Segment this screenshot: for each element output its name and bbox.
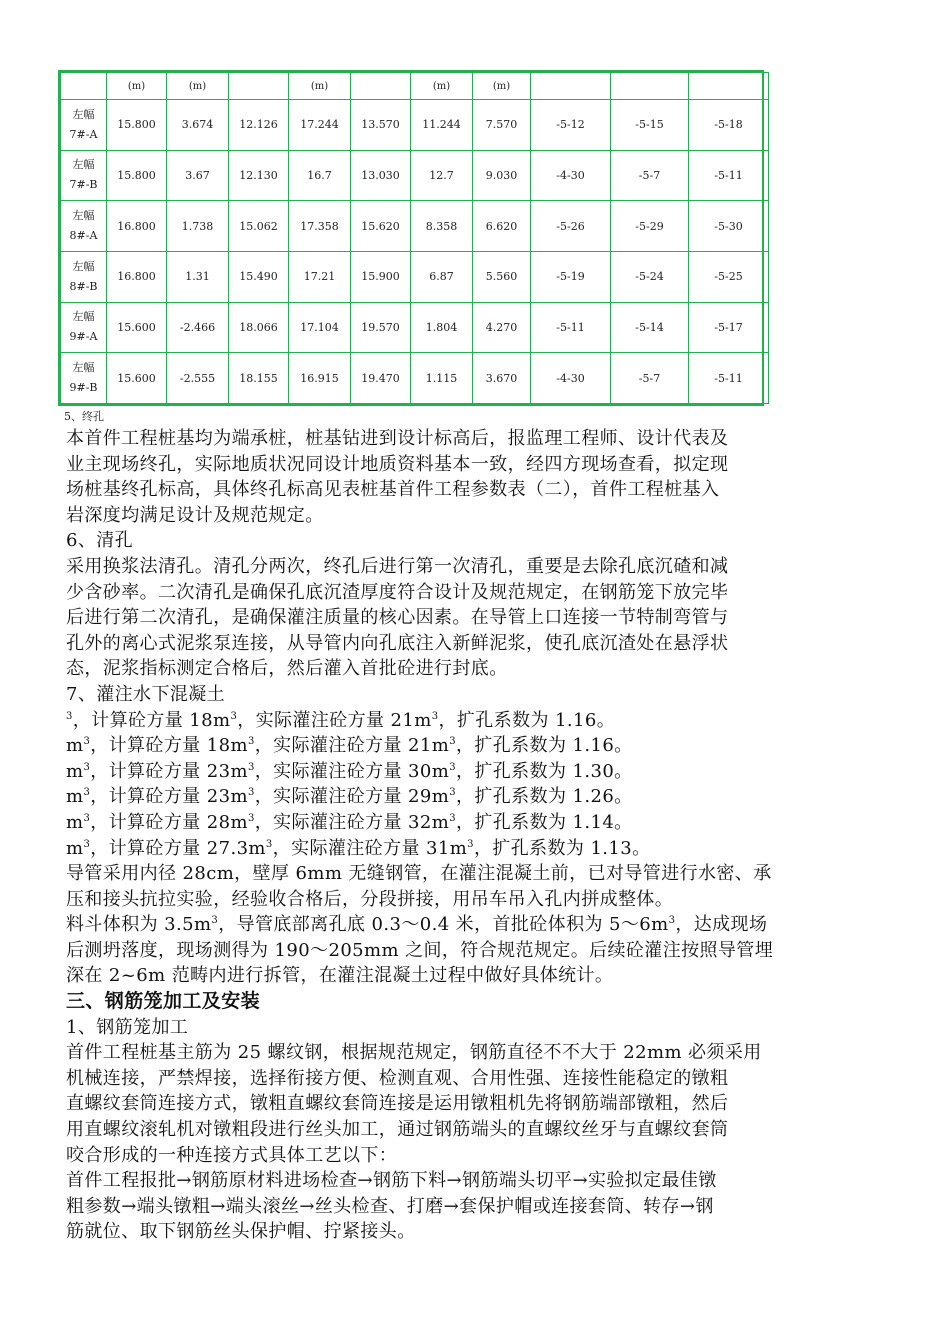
paragraph-line: 业主现场终孔，实际地质状况同设计地质资料基本一致，经四方现场查看，拟定现 <box>66 453 729 475</box>
unit: m <box>66 837 84 859</box>
table-cell: -5-7 <box>611 353 689 404</box>
superscript: 3 <box>449 787 456 799</box>
table-row <box>61 251 769 302</box>
pile-label <box>61 150 107 201</box>
paragraph-line <box>66 912 896 938</box>
table-cell: 3.674 <box>167 100 229 151</box>
table-cell: 4.270 <box>473 302 531 353</box>
concrete-ratio: ，扩孔系数为 1.30。 <box>455 760 633 782</box>
paragraph-line: 场桩基终孔标高，具体终孔标高见表桩基首件工程参数表（二），首件工程桩基入 <box>66 479 720 501</box>
paragraph-line: 用直螺纹滚轧机对镦粗段进行丝头加工，通过钢筋端头的直螺纹丝牙与直螺纹套筒 <box>66 1119 729 1141</box>
paragraph-line: 后进行第二次清孔，是确保灌注质量的核心因素。在导管上口连接一节特制弯管与 <box>66 607 729 629</box>
table-cell: -5-11 <box>531 302 611 353</box>
header-cell <box>229 73 289 100</box>
text-span: ，导管底部离孔底 0.3～0.4 米，首批砼体积为 5～6m <box>218 914 669 936</box>
table-row <box>61 100 769 151</box>
header-cell: (m) <box>107 73 167 100</box>
concrete-actual: ，实际灌注砼方量 30m <box>254 760 450 782</box>
paragraph-line: 岩深度均满足设计及规范规定。 <box>66 504 324 526</box>
header-cell <box>531 73 611 100</box>
concrete-actual: ，实际灌注砼方量 31m <box>272 837 468 859</box>
table-cell: 15.800 <box>107 150 167 201</box>
unit: m <box>66 760 84 782</box>
table-cell: 15.800 <box>107 100 167 151</box>
table-cell: -4-30 <box>531 150 611 201</box>
subheading-hole-cleaning: 6、清孔 <box>66 530 134 552</box>
concrete-line <box>66 759 896 785</box>
table-cell: 11.244 <box>411 100 473 151</box>
header-cell <box>61 73 107 100</box>
header-cell: (m) <box>473 73 531 100</box>
table-cell: 16.915 <box>289 353 351 404</box>
paragraph-line: 筋就位、取下钢筋丝头保护帽、拧紧接头。 <box>66 1221 416 1243</box>
table-cell: -5-25 <box>689 251 769 302</box>
pile-label <box>61 100 107 151</box>
superscript: 3 <box>83 736 91 748</box>
section-heading-rebar-cage: 三、钢筋笼加工及安装 <box>66 990 261 1013</box>
paragraph-line: 粗参数→端头镦粗→端头滚丝→丝头检查、打磨→套保护帽或连接套筒、转存→钢 <box>66 1195 714 1217</box>
table-cell: 12.126 <box>229 100 289 151</box>
concrete-ratio: ，扩孔系数为 1.16。 <box>455 735 633 757</box>
pile-label <box>61 353 107 404</box>
concrete-calc: ，计算砼方量 23m <box>90 760 248 782</box>
superscript: 3 <box>66 710 73 722</box>
paragraph-line: 咬合形成的一种连接方式具体工艺以下： <box>66 1144 398 1166</box>
table-cell: -5-30 <box>689 201 769 252</box>
superscript: 3 <box>83 838 91 850</box>
superscript: 3 <box>83 761 91 773</box>
subheading-rebar-cage-processing: 1、钢筋笼加工 <box>66 1016 189 1038</box>
superscript: 3 <box>247 761 255 773</box>
table-cell: -4-30 <box>531 353 611 404</box>
subheading-underwater-concrete: 7、灌注水下混凝土 <box>66 683 226 705</box>
pile-side: 左幅 <box>72 158 95 172</box>
concrete-calc: ，计算砼方量 18m <box>72 709 231 731</box>
table-cell: 9.030 <box>473 150 531 201</box>
concrete-line <box>66 708 896 734</box>
concrete-calc: ，计算砼方量 18m <box>90 735 248 757</box>
concrete-actual: ，实际灌注砼方量 21m <box>237 709 432 731</box>
pile-label <box>61 201 107 252</box>
paragraph-line: 态，泥浆指标测定合格后，然后灌入首批砼进行封底。 <box>66 658 508 680</box>
table-cell: -5-26 <box>531 201 611 252</box>
superscript: 3 <box>247 787 255 799</box>
table-row <box>61 201 769 252</box>
section-caption-final-hole: 5、终孔 <box>64 410 104 423</box>
table-cell: 13.570 <box>351 100 411 151</box>
pile-label <box>61 251 107 302</box>
unit: m <box>66 735 84 757</box>
superscript: 3 <box>83 812 91 824</box>
concrete-line <box>66 836 896 862</box>
table-cell: 1.738 <box>167 201 229 252</box>
table-cell: 17.244 <box>289 100 351 151</box>
header-cell: (m) <box>167 73 229 100</box>
paragraph-line: 后测坍落度，现场测得为 190～205mm 之间，符合规范规定。后续砼灌注按照导管埋 <box>66 939 774 961</box>
paragraph-line: 本首件工程桩基均为端承桩，桩基钻进到设计标高后，报监理工程师、设计代表及 <box>66 428 729 449</box>
table-cell: 15.600 <box>107 302 167 353</box>
table-cell: -5-19 <box>531 251 611 302</box>
table-cell: 12.130 <box>229 150 289 201</box>
paragraph-line: 导管采用内径 28cm，壁厚 6mm 无缝钢管，在灌注混凝土前，已对导管进行水密、承 <box>66 863 772 885</box>
pile-side: 左幅 <box>72 259 95 273</box>
paragraph-line: 机械连接，严禁焊接，选择衔接方便、检测直观、合用性强、连接性能稳定的镦粗 <box>66 1067 729 1089</box>
table-cell: -5-24 <box>611 251 689 302</box>
superscript: 3 <box>265 838 273 850</box>
paragraph-line: 采用换浆法清孔。清孔分两次，终孔后进行第一次清孔，重要是去除孔底沉碴和减 <box>66 555 729 577</box>
paragraph-line: 深在 2~6m 范畴内进行拆管，在灌注混凝土过程中做好具体统计。 <box>66 965 614 987</box>
pile-side: 左幅 <box>72 209 95 223</box>
table-cell: -5-14 <box>611 302 689 353</box>
pile-parameter-table <box>58 70 764 406</box>
pile-table <box>60 72 769 404</box>
table-cell: 16.7 <box>289 150 351 201</box>
pile-id: 8#-B <box>69 279 98 293</box>
table-cell: -2.555 <box>167 353 229 404</box>
table-header-row <box>61 73 769 100</box>
paragraph-line: 压和接头抗拉实验，经验收合格后，分段拼接，用吊车吊入孔内拼成整体。 <box>66 888 674 910</box>
concrete-calc: ，计算砼方量 27.3m <box>90 837 266 859</box>
table-cell: -5-7 <box>611 150 689 201</box>
table-cell: 6.620 <box>473 201 531 252</box>
table-cell: -5-17 <box>689 302 769 353</box>
table-row <box>61 353 769 404</box>
concrete-ratio: ，扩孔系数为 1.14。 <box>455 811 633 833</box>
table-cell: 15.620 <box>351 201 411 252</box>
paragraph-line: 直螺纹套筒连接方式，镦粗直螺纹套筒连接是运用镦粗机先将钢筋端部镦粗，然后 <box>66 1093 729 1115</box>
table-cell: 1.115 <box>411 353 473 404</box>
concrete-line <box>66 733 896 759</box>
pile-id: 7#-A <box>69 127 98 141</box>
pile-side: 左幅 <box>72 361 95 375</box>
superscript: 3 <box>449 812 456 824</box>
concrete-ratio: ，扩孔系数为 1.16。 <box>438 709 616 731</box>
table-cell: 15.490 <box>229 251 289 302</box>
table-cell: 13.030 <box>351 150 411 201</box>
header-cell <box>351 73 411 100</box>
text-span: ，达成现场 <box>675 914 768 936</box>
table-cell: 1.31 <box>167 251 229 302</box>
concrete-actual: ，实际灌注砼方量 29m <box>254 786 450 808</box>
table-cell: 16.800 <box>107 201 167 252</box>
table-cell: 18.066 <box>229 302 289 353</box>
table-cell: -5-12 <box>531 100 611 151</box>
table-cell: 16.800 <box>107 251 167 302</box>
concrete-ratio: ，扩孔系数为 1.13。 <box>473 837 651 859</box>
table-cell: 19.470 <box>351 353 411 404</box>
pile-id: 8#-A <box>69 229 98 243</box>
concrete-actual: ，实际灌注砼方量 32m <box>254 811 450 833</box>
table-cell: 5.560 <box>473 251 531 302</box>
header-cell: (m) <box>289 73 351 100</box>
unit: m <box>66 786 84 808</box>
superscript: 3 <box>247 812 255 824</box>
superscript: 3 <box>449 736 456 748</box>
header-cell <box>689 73 769 100</box>
header-cell: (m) <box>411 73 473 100</box>
concrete-ratio: ，扩孔系数为 1.26。 <box>455 786 633 808</box>
table-cell: 15.062 <box>229 201 289 252</box>
table-cell: 17.104 <box>289 302 351 353</box>
superscript: 3 <box>211 915 219 927</box>
paragraph-line: 少含砂率。二次清孔是确保孔底沉渣厚度符合设计及规范规定，在钢筋笼下放完毕 <box>66 581 729 603</box>
superscript: 3 <box>83 787 91 799</box>
concrete-line <box>66 810 896 836</box>
paragraph-line: 首件工程报批→钢筋原材料进场检查→钢筋下料→钢筋端头切平→实验拟定最佳镦 <box>66 1170 717 1192</box>
table-cell: -5-29 <box>611 201 689 252</box>
superscript: 3 <box>449 761 456 773</box>
table-row <box>61 302 769 353</box>
table-cell: 17.358 <box>289 201 351 252</box>
concrete-calc: ，计算砼方量 23m <box>90 786 248 808</box>
table-cell: 19.570 <box>351 302 411 353</box>
concrete-actual: ，实际灌注砼方量 21m <box>254 735 450 757</box>
table-cell: 6.87 <box>411 251 473 302</box>
superscript: 3 <box>668 915 676 927</box>
table-cell: -2.466 <box>167 302 229 353</box>
table-cell: 12.7 <box>411 150 473 201</box>
superscript: 3 <box>467 838 474 850</box>
document-body <box>66 426 896 1245</box>
pile-side: 左幅 <box>72 310 95 324</box>
table-cell: 1.804 <box>411 302 473 353</box>
table-cell: 7.570 <box>473 100 531 151</box>
table-cell: -5-11 <box>689 353 769 404</box>
table-cell: 15.600 <box>107 353 167 404</box>
paragraph-line: 首件工程桩基主筋为 25 螺纹钢，根据规范规定，钢筋直径不不大于 22mm 必须采用 <box>66 1042 762 1064</box>
superscript: 3 <box>247 736 255 748</box>
pile-label <box>61 302 107 353</box>
table-cell: -5-18 <box>689 100 769 151</box>
text-span: 料斗体积为 3.5m <box>66 914 212 936</box>
paragraph-line: 孔外的离心式泥浆泵连接，从导管内向孔底注入新鲜泥浆，使孔底沉渣处在悬浮状 <box>66 632 729 654</box>
concrete-line <box>66 784 896 810</box>
table-cell: 3.670 <box>473 353 531 404</box>
header-cell <box>611 73 689 100</box>
table-cell: 3.67 <box>167 150 229 201</box>
pile-side: 左幅 <box>72 107 95 121</box>
table-cell: 18.155 <box>229 353 289 404</box>
table-row <box>61 150 769 201</box>
table-cell: -5-11 <box>689 150 769 201</box>
table-cell: -5-15 <box>611 100 689 151</box>
table-cell: 17.21 <box>289 251 351 302</box>
table-cell: 15.900 <box>351 251 411 302</box>
concrete-calc: ，计算砼方量 28m <box>90 811 248 833</box>
unit: m <box>66 811 84 833</box>
pile-id: 7#-B <box>69 178 98 192</box>
superscript: 3 <box>230 710 238 722</box>
pile-id: 9#-A <box>69 330 98 344</box>
table-cell: 8.358 <box>411 201 473 252</box>
pile-id: 9#-B <box>69 381 98 395</box>
superscript: 3 <box>431 710 439 722</box>
